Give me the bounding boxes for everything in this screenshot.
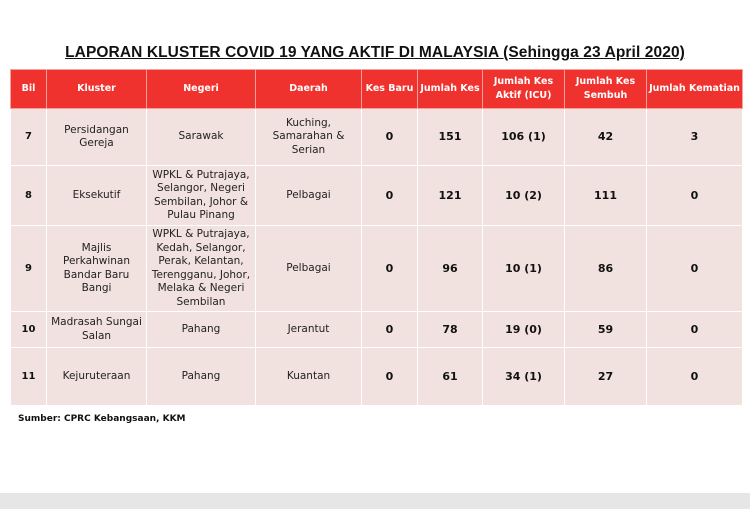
cell-bil: 7 — [11, 109, 47, 166]
cell-kluster: Madrasah Sungai Salan — [47, 312, 147, 348]
header-bil: Bil — [11, 70, 47, 109]
header-row — [11, 70, 743, 109]
cell-bil: 8 — [11, 166, 47, 226]
cell-kes-baru: 0 — [362, 348, 418, 406]
table-row — [11, 226, 743, 312]
cell-jumlah-kes: 151 — [418, 109, 483, 166]
cell-jumlah-aktif: 19 (0) — [483, 312, 565, 348]
cell-daerah: Kuantan — [256, 348, 362, 406]
cell-jumlah-sembuh: 59 — [565, 312, 647, 348]
table-row — [11, 348, 743, 406]
cell-jumlah-sembuh: 111 — [565, 166, 647, 226]
header-kluster: Kluster — [47, 70, 147, 109]
cluster-table — [10, 69, 743, 406]
report-title: LAPORAN KLUSTER COVID 19 YANG AKTIF DI MALAYSIA (Sehingga 23 April 2020) — [65, 44, 685, 61]
header-jumlah-kematian: Jumlah Kematian — [647, 70, 743, 109]
cell-negeri: WPKL & Putrajaya, Kedah, Selangor, Perak, Kelantan, Terengganu, Johor, Melaka & Negeri Sembilan — [147, 226, 256, 312]
header-jumlah-kes: Jumlah Kes — [418, 70, 483, 109]
cell-negeri: Pahang — [147, 312, 256, 348]
table-row — [11, 166, 743, 226]
cell-daerah: Kuching, Samarahan & Serian — [256, 109, 362, 166]
header-negeri: Negeri — [147, 70, 256, 109]
cell-jumlah-aktif: 106 (1) — [483, 109, 565, 166]
table-row — [11, 109, 743, 166]
cell-jumlah-sembuh: 42 — [565, 109, 647, 166]
cell-jumlah-kes: 121 — [418, 166, 483, 226]
header-daerah: Daerah — [256, 70, 362, 109]
cell-jumlah-aktif: 34 (1) — [483, 348, 565, 406]
cell-bil: 11 — [11, 348, 47, 406]
cell-jumlah-kes: 96 — [418, 226, 483, 312]
cell-kluster: Majlis Perkahwinan Bandar Baru Bangi — [47, 226, 147, 312]
cell-jumlah-sembuh: 86 — [565, 226, 647, 312]
cell-bil: 10 — [11, 312, 47, 348]
cell-kes-baru: 0 — [362, 312, 418, 348]
cell-kes-baru: 0 — [362, 166, 418, 226]
cell-jumlah-kes: 61 — [418, 348, 483, 406]
cell-negeri: Pahang — [147, 348, 256, 406]
cell-kluster: Eksekutif — [47, 166, 147, 226]
bottom-margin — [0, 493, 750, 509]
cell-kluster: Persidangan Gereja — [47, 109, 147, 166]
cell-jumlah-kematian: 0 — [647, 312, 743, 348]
cell-daerah: Pelbagai — [256, 226, 362, 312]
cell-negeri: WPKL & Putrajaya, Selangor, Negeri Sembilan, Johor & Pulau Pinang — [147, 166, 256, 226]
cell-bil: 9 — [11, 226, 47, 312]
cell-jumlah-kes: 78 — [418, 312, 483, 348]
header-jumlah-aktif: Jumlah Kes Aktif (ICU) — [483, 70, 565, 109]
cell-jumlah-kematian: 0 — [647, 166, 743, 226]
source-note: Sumber: CPRC Kebangsaan, KKM — [18, 414, 186, 424]
cell-kes-baru: 0 — [362, 226, 418, 312]
cell-jumlah-aktif: 10 (1) — [483, 226, 565, 312]
cell-kluster: Kejuruteraan — [47, 348, 147, 406]
cell-jumlah-sembuh: 27 — [565, 348, 647, 406]
cell-kes-baru: 0 — [362, 109, 418, 166]
cell-jumlah-aktif: 10 (2) — [483, 166, 565, 226]
cell-negeri: Sarawak — [147, 109, 256, 166]
cell-jumlah-kematian: 3 — [647, 109, 743, 166]
cell-daerah: Pelbagai — [256, 166, 362, 226]
cell-jumlah-kematian: 0 — [647, 348, 743, 406]
header-jumlah-sembuh: Jumlah Kes Sembuh — [565, 70, 647, 109]
cell-jumlah-kematian: 0 — [647, 226, 743, 312]
table-row — [11, 312, 743, 348]
header-kes-baru: Kes Baru — [362, 70, 418, 109]
cell-daerah: Jerantut — [256, 312, 362, 348]
